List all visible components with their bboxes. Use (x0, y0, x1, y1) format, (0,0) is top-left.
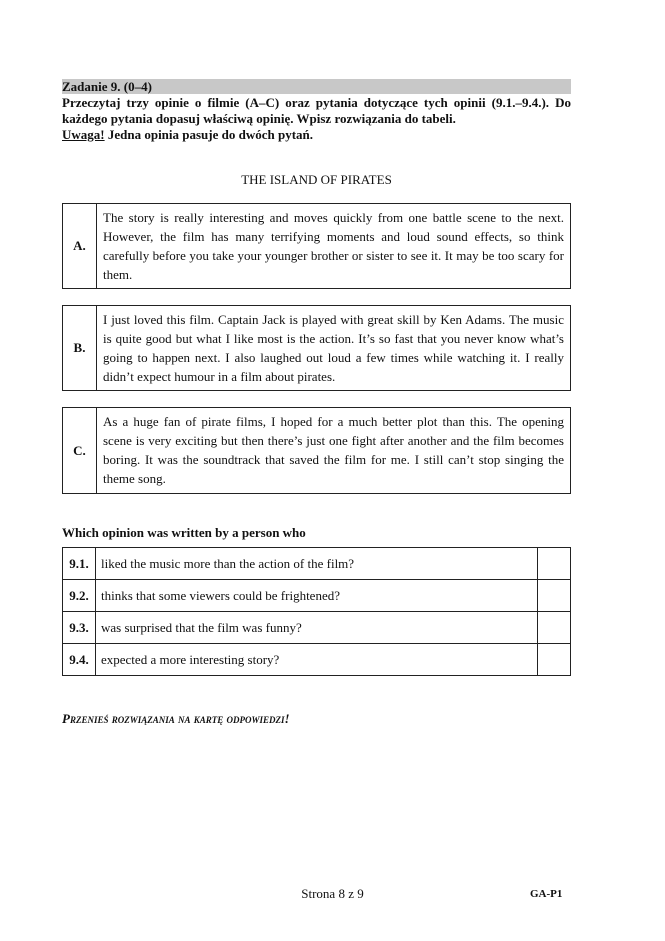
opinion-a (62, 203, 571, 289)
answer-cell[interactable] (538, 548, 571, 580)
opinion-label: B. (63, 306, 97, 390)
question-text: expected a more interesting story? (96, 644, 538, 676)
opinion-text: The story is really interesting and moves quickly from one battle scene to the next. However, the film has many terrifying moments and loud sound effects, so think carefully before you take your younger brother or sister to see it. It may be too scary for them. (103, 210, 564, 282)
opinion-label: A. (63, 204, 97, 288)
opinion-text: I just loved this film. Captain Jack is played with great skill by Ken Adams. The music is quite good but what I like most is the action. It’s so fast that you never know what’s going to happen next. I also laughed out loud a few times while watching it. I really didn’t expect humour in a film about pirates. (103, 312, 564, 384)
table-row (63, 644, 571, 676)
page-number: Strona 8 z 9 (301, 886, 364, 901)
question-text: was surprised that the film was funny? (96, 612, 538, 644)
opinion-c (62, 407, 571, 494)
question-number: 9.4. (63, 644, 96, 676)
opinion-text: As a huge fan of pirate films, I hoped for a much better plot than this. The opening scene is very exciting but then there’s just one fight after another and the film becomes boring. It was the soundtrack that saved the film for me. I still can’t stop singing the theme song. (103, 414, 564, 486)
opinion-b (62, 305, 571, 391)
question-number: 9.3. (63, 612, 96, 644)
question-intro: Which opinion was written by a person who (62, 525, 306, 540)
exam-code: GA-P1 (530, 888, 563, 900)
question-text: thinks that some viewers could be frightened? (96, 580, 538, 612)
opinion-label: C. (63, 408, 97, 493)
table-row (63, 548, 571, 580)
task-header: Zadanie 9. (0–4) (62, 79, 571, 94)
task-instruction (62, 95, 571, 143)
table-row (63, 580, 571, 612)
text-title: THE ISLAND OF PIRATES (241, 172, 392, 187)
note-text: Jedna opinia pasuje do dwóch pytań. (104, 127, 314, 142)
table-row (63, 612, 571, 644)
question-text: liked the music more than the action of the film? (96, 548, 538, 580)
answer-cell[interactable] (538, 644, 571, 676)
question-number: 9.1. (63, 548, 96, 580)
answer-cell[interactable] (538, 612, 571, 644)
note-label: Uwaga! (62, 127, 105, 142)
answer-cell[interactable] (538, 580, 571, 612)
instruction-text: Przeczytaj trzy opinie o filmie (A–C) oraz pytania dotyczące tych opinii (9.1.–9.4.). Do każdego pytania dopasuj właściwą opinię. Wpisz rozwiązania do tabeli. (62, 95, 571, 126)
question-number: 9.2. (63, 580, 96, 612)
transfer-note: Przenieś rozwiązania na kartę odpowiedzi! (62, 711, 290, 726)
questions-table (62, 547, 571, 676)
